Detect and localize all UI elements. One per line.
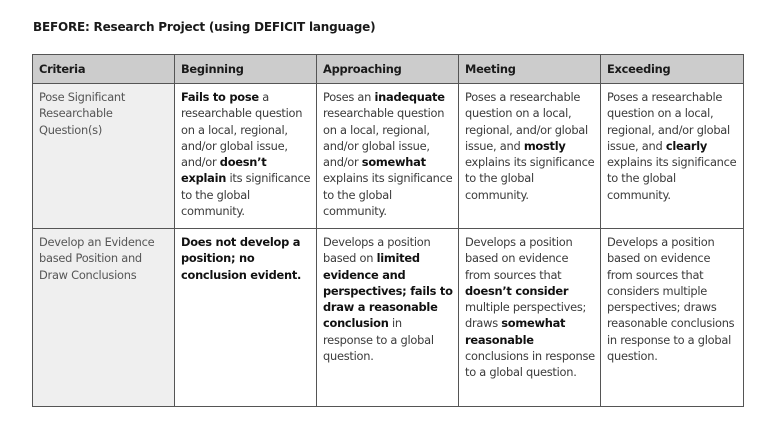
table-row [33,229,744,407]
header-meeting: Meeting [459,55,601,84]
emphasis-text: mostly [523,138,566,153]
cell-text: Poses a researchable question on a local, regional, and/or global issue, and [607,90,730,153]
table-row [33,84,744,229]
emphasis-text: clearly [665,138,708,153]
meeting-cell [459,84,601,229]
criteria-cell: Pose Significant Researchable Question(s) [33,84,175,229]
document-title: BEFORE: Research Project (using DEFICIT language) [33,20,376,34]
cell-text: explains its significance to the global community. [607,155,737,202]
emphasis-text: limited evidence and perspectives; fails to draw a reasonable conclusion [323,251,453,331]
cell-text: researchable question on a local, regional, and/or global issue, and/or [323,106,445,170]
cell-text: Poses an [323,90,375,104]
exceeding-cell [601,229,744,407]
beginning-cell [175,229,317,407]
emphasis-text: somewhat [361,155,426,170]
cell-text: in response to a global question. [323,316,434,364]
cell-text: conclusions in response to a global question. [465,349,595,380]
cell-text: its significance to the global community. [181,171,311,219]
header-approaching: Approaching [317,55,459,84]
rubric-table [32,54,744,407]
emphasis-text: inadequate [374,90,445,104]
emphasis-text: doesn’t explain [181,155,267,186]
header-exceeding: Exceeding [601,55,744,84]
meeting-cell [459,229,601,407]
criteria-cell: Develop an Evidence based Position and Draw Conclusions [33,229,175,407]
emphasis-text: Fails to pose [181,90,259,104]
header-row [33,55,744,84]
approaching-cell [317,84,459,229]
cell-text: a researchable question on a local, regional, and/or global issue, and/or [181,90,303,170]
exceeding-cell [601,84,744,229]
approaching-cell [317,229,459,407]
emphasis-text: Does not develop a position; no conclusion evident. [181,235,302,282]
cell-text: Develops a position based on evidence from sources that [465,235,573,282]
cell-text: multiple perspectives; draws [465,300,587,331]
beginning-cell [175,84,317,229]
emphasis-text: doesn’t consider [465,283,569,298]
cell-text: explains its significance to the global community. [323,171,453,219]
emphasis-text: somewhat reasonable [465,316,566,347]
cell-text: Develops a position based on evidence from sources that considers multiple perspectives; draws reasonable conclusions in response to a global question. [607,235,735,364]
cell-text: Develops a position based on [323,235,431,266]
header-criteria: Criteria [33,55,175,84]
header-beginning: Beginning [175,55,317,84]
cell-text: Poses a researchable question on a local, regional, and/or global issue, and [465,90,588,153]
cell-text: explains its significance to the global community. [465,155,595,202]
